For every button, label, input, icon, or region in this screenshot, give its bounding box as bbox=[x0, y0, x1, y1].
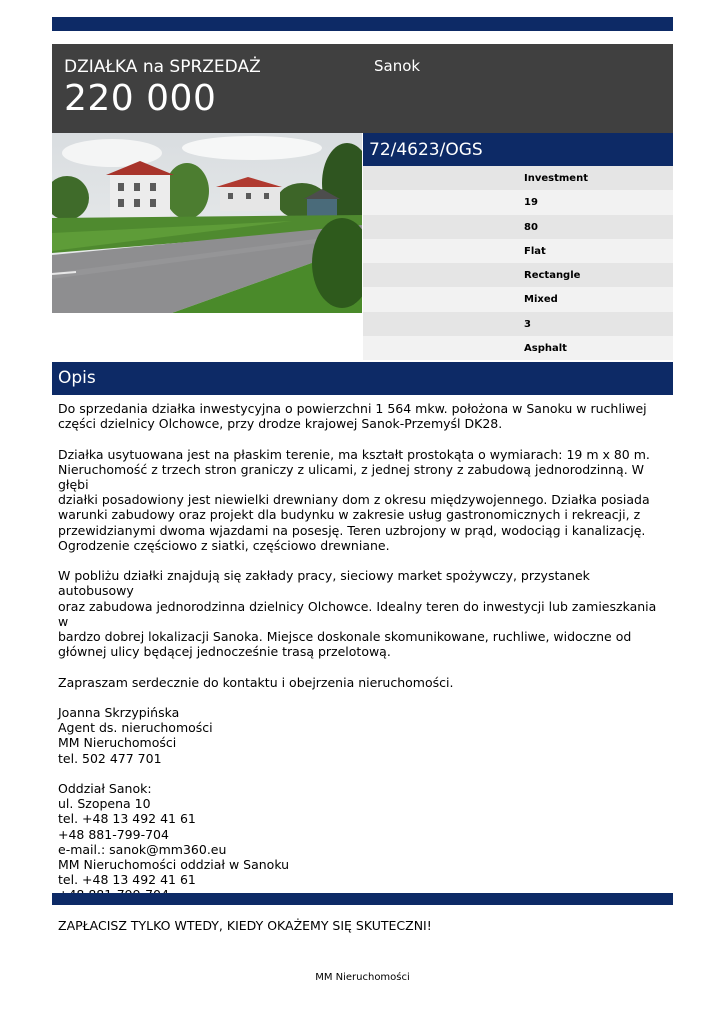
listing-price: 220 000 bbox=[64, 78, 217, 119]
description-paragraph: Zapraszam serdecznie do kontaktu i obejrzenia nieruchomości. bbox=[58, 674, 454, 690]
description-paragraph: Do sprzedania działka inwestycyjna o powierzchni 1 564 mkw. położona w Sanoku w ruchliwej części dzielnicy Olchowce, przy drodze krajowej Sanok-Przemyśl DK28. bbox=[58, 401, 647, 432]
slogan: ZAPŁACISZ TYLKO WTEDY, KIEDY OKAŻEMY SIĘ SKUTECZNI! bbox=[58, 917, 432, 933]
param-row: 3 bbox=[363, 312, 673, 336]
reference-number: 72/4623/OGS bbox=[363, 133, 673, 166]
param-row: Flat bbox=[363, 239, 673, 263]
description-heading: Opis bbox=[52, 362, 673, 395]
param-row: 19 bbox=[363, 190, 673, 214]
bottom-accent-bar bbox=[52, 893, 673, 905]
listing-header bbox=[52, 44, 673, 133]
top-accent-bar bbox=[52, 17, 673, 31]
listing-type: DZIAŁKA na SPRZEDAŻ bbox=[64, 57, 261, 77]
param-row: Asphalt bbox=[363, 336, 673, 360]
param-row: Mixed bbox=[363, 287, 673, 311]
office-contact: Oddział Sanok: ul. Szopena 10 tel. +48 13 492 41 61 +48 881-799-704 e-mail.: sanok@mm360.eu MM Nieruchomości oddział w Sanoku tel. +48 13 492 41 61 bbox=[58, 781, 290, 888]
param-row: Investment bbox=[363, 166, 673, 190]
agent-contact: Joanna Skrzypińska Agent ds. nieruchomości MM Nieruchomości tel. 502 477 701 bbox=[58, 705, 213, 766]
param-row: Rectangle bbox=[363, 263, 673, 287]
param-row: 80 bbox=[363, 215, 673, 239]
parameters-table bbox=[363, 166, 673, 360]
listing-city: Sanok bbox=[374, 57, 421, 75]
description-body bbox=[58, 401, 668, 948]
description-paragraph: Działka usytuowana jest na płaskim terenie, ma kształt prostokąta o wymiarach: 19 m x 80 m. Nieruchomość z trzech stron graniczy z ulicami, z jednej strony z zabudową jednorodzinną. W głębi działki posadowiony jest niewielki drewniany dom z okresu międzywojennego. Działka posiada warunki zabudowy oraz projekt dla budynku w zakresie usług gastronomicznych i rekreacji, z przewidzianymi dwoma wjazdami na posesję. Teren uzbrojony w prąd, wodociąg i kanalizację. Ogrodzenie częściowo z siatki, częściowo drewniane. bbox=[58, 446, 650, 553]
description-paragraph: W pobliżu działki znajdują się zakłady pracy, sieciowy market spożywczy, przystanek autobusowy oraz zabudowa jednorodzinna dzielnicy Olchowce. Idealny teren do inwestycji lub zamieszkania w bardzo dobrej lokalizacji Sanoka. Miejsce doskonale skomunikowane, ruchliwe, widoczne od głównej ulicy będącej jednocześnie trasą przelotową. bbox=[58, 568, 657, 660]
page-footer: MM Nieruchomości bbox=[315, 972, 410, 983]
property-photo bbox=[52, 133, 362, 313]
